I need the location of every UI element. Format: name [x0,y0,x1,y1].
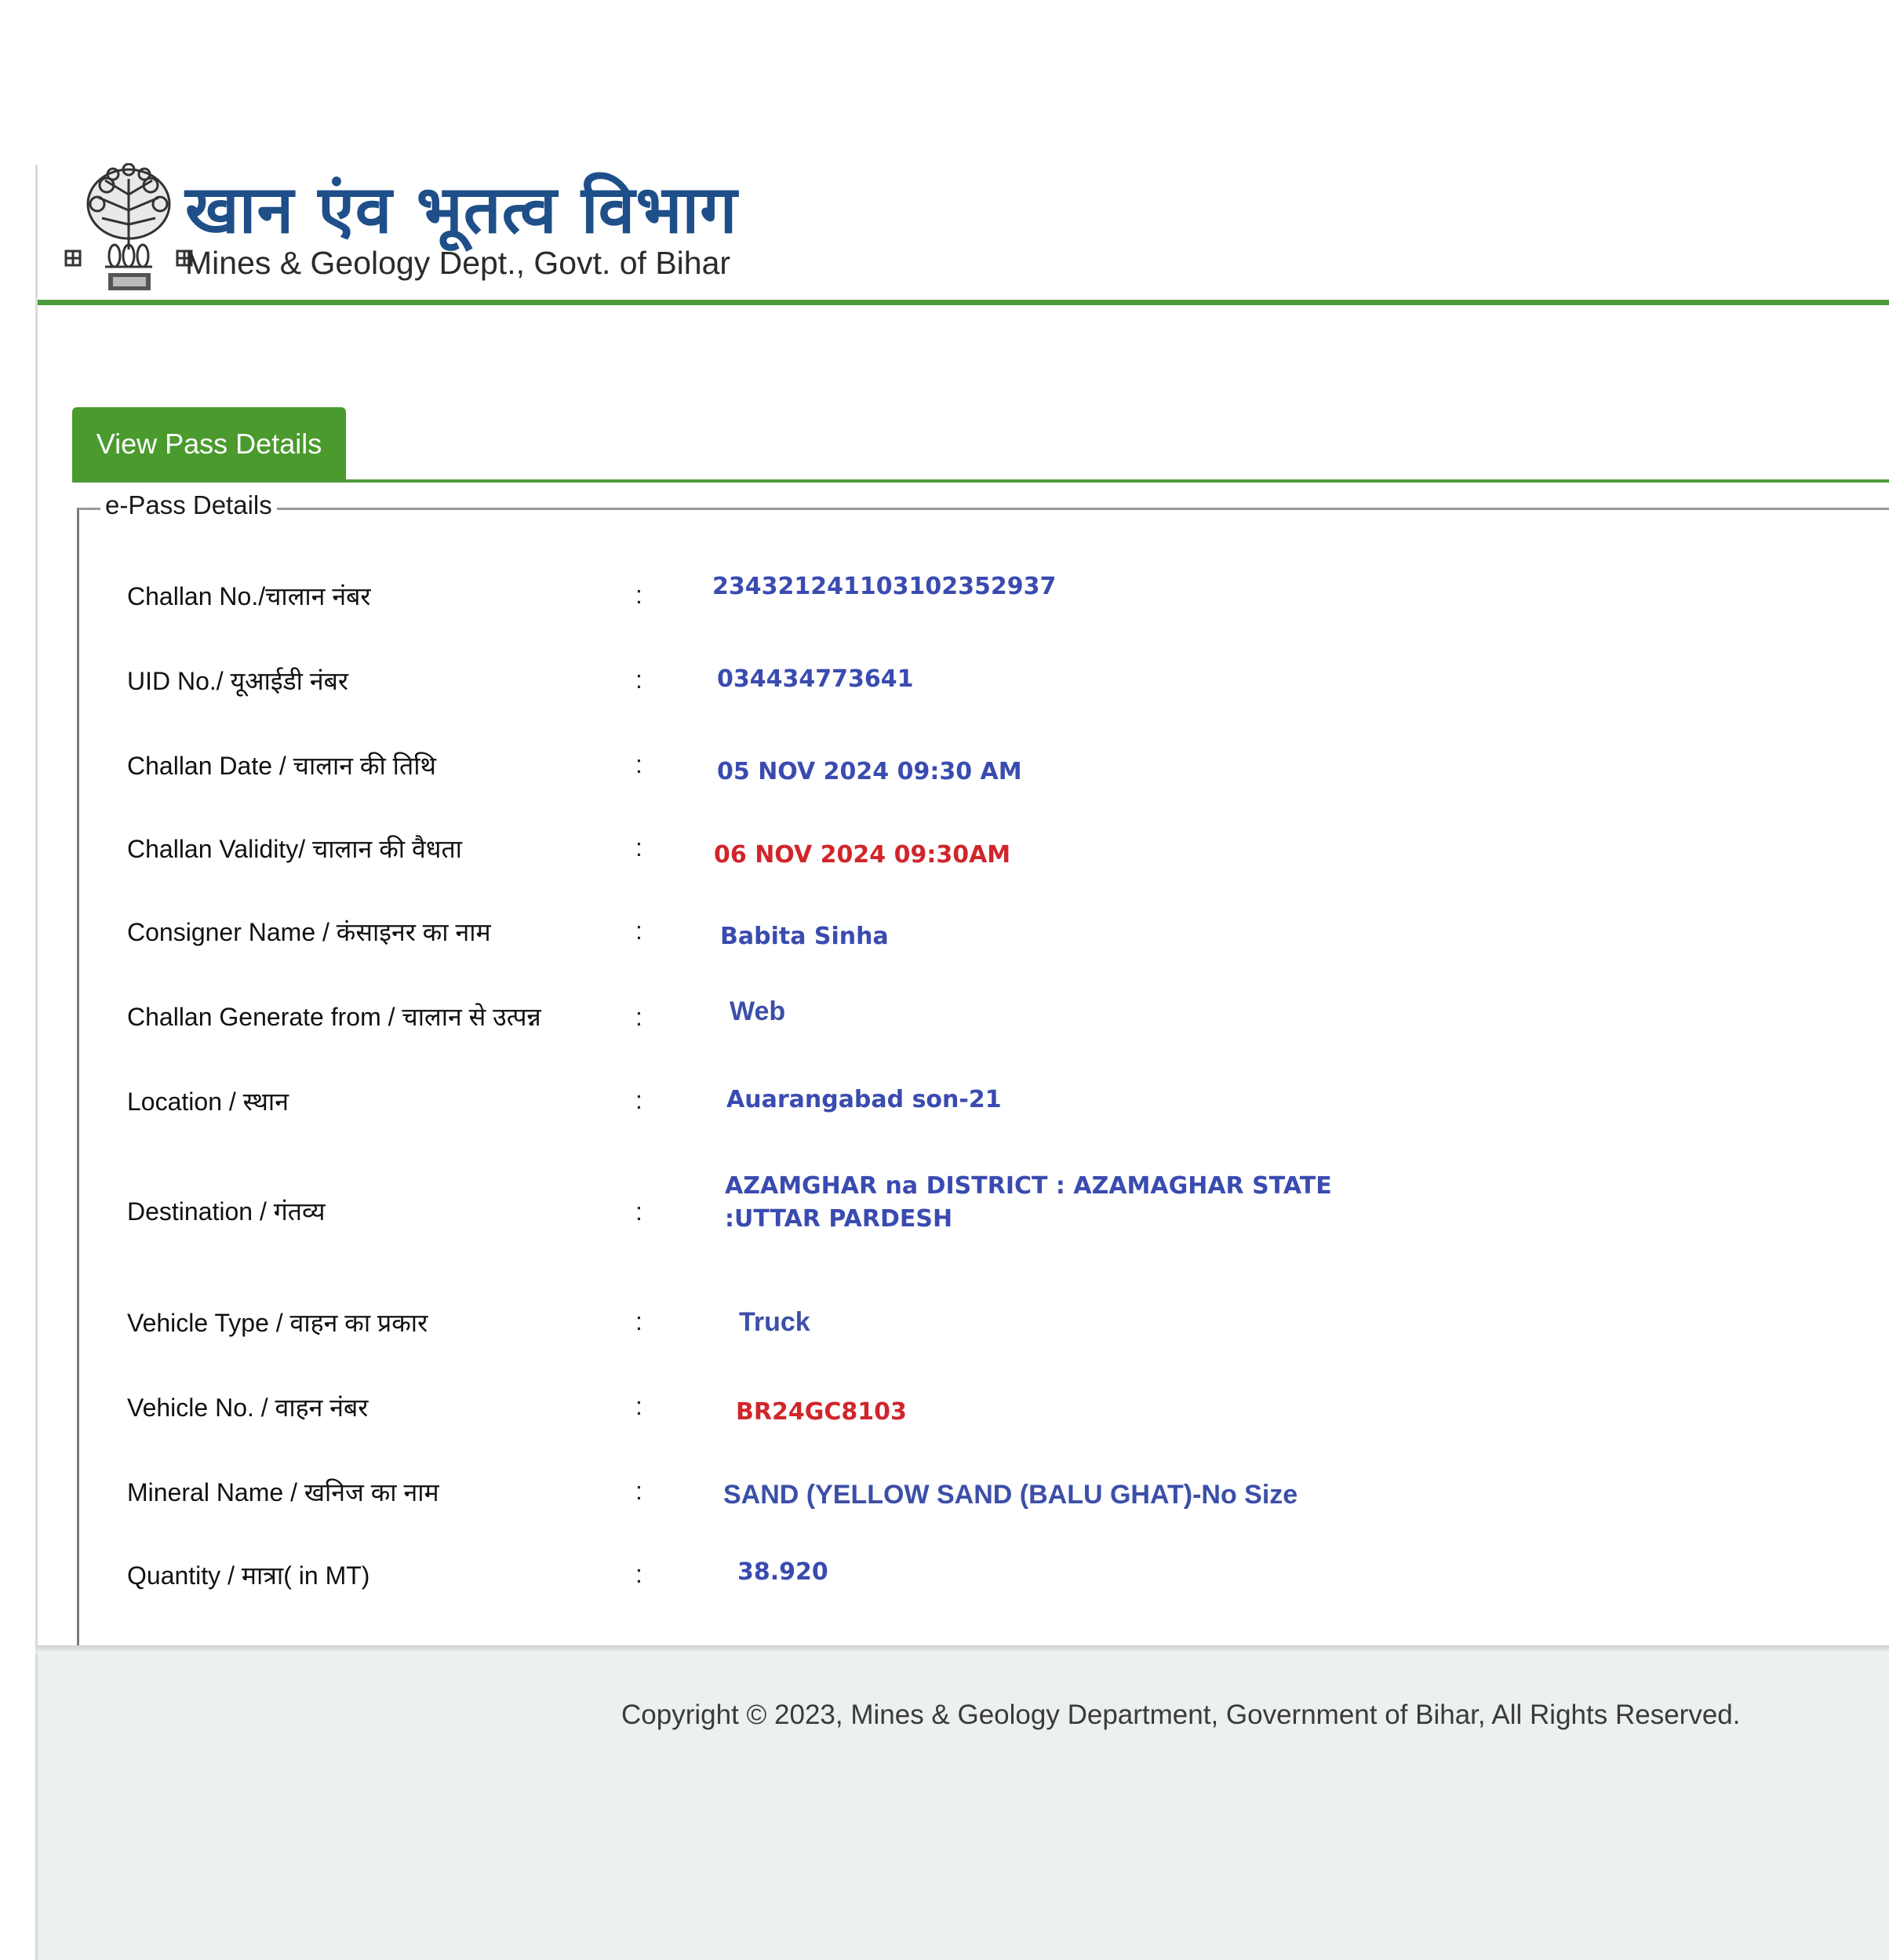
row-separator: : [635,1560,642,1588]
department-hindi-title: खान एंव भूतत्व विभाग [185,171,738,248]
row-separator: : [635,1197,642,1226]
row-separator: : [635,665,642,694]
consigner-name-label: Consigner Name / कंसाइनर का नाम [127,918,491,946]
destination-value-line1: AZAMGHAR na DISTRICT : AZAMAGHAR STATE [725,1172,1332,1200]
mineral-name-label: Mineral Name / खनिज का नाम [127,1478,439,1506]
challan-generate-from-value: Web [730,996,786,1026]
row-separator: : [635,1307,642,1335]
site-footer [38,1651,1889,1960]
destination-label: Destination / गंतव्य [127,1197,326,1226]
challan-date-value: 05 NOV 2024 09:30 AM [717,758,1022,785]
vehicle-type-label: Vehicle Type / वाहन का प्रकार [127,1309,428,1337]
challan-date-label: Challan Date / चालान की तिथि [127,752,436,780]
row-separator: : [635,581,642,609]
tab-underline [72,479,1889,483]
tab-view-pass-details[interactable]: View Pass Details [72,407,346,481]
challan-no-label: Challan No./चालान नंबर [127,582,371,610]
site-header [38,157,1889,304]
challan-generate-from-label: Challan Generate from / चालान से उत्पन्न [127,1003,541,1031]
challan-validity-label: Challan Validity/ चालान की वैधता [127,835,462,863]
destination-value-line2: :UTTAR PARDESH [725,1205,953,1233]
row-separator: : [635,1086,642,1114]
vehicle-no-label: Vehicle No. / वाहन नंबर [127,1393,369,1422]
quantity-label: Quantity / मात्रा( in MT) [127,1561,370,1590]
copyright-text: Copyright © 2023, Mines & Geology Department, Government of Bihar, All Rights Reserved. [621,1700,1741,1730]
uid-no-label: UID No./ यूआईडी नंबर [127,667,348,695]
row-separator: : [635,833,642,862]
quantity-value: 38.920 [737,1558,828,1586]
consigner-name-value: Babita Sinha [720,923,889,950]
row-separator: : [635,1477,642,1505]
row-separator: : [635,916,642,945]
row-separator: : [635,1003,642,1031]
location-label: Location / स्थान [127,1087,289,1116]
challan-no-value: 234321241103102352937 [712,573,1057,600]
uid-no-value: 034434773641 [717,665,914,693]
challan-validity-value: 06 NOV 2024 09:30AM [714,841,1011,869]
vehicle-no-value: BR24GC8103 [736,1398,907,1426]
bihar-emblem-icon [58,163,199,295]
vehicle-type-value: Truck [739,1307,810,1337]
location-value: Auarangabad son-21 [726,1086,1002,1113]
mineral-name-value: SAND (YELLOW SAND (BALU GHAT)-No Size [723,1480,1298,1510]
department-english-title: Mines & Geology Dept., Govt. of Bihar [185,245,731,281]
header-divider [38,300,1889,305]
row-separator: : [635,1392,642,1420]
row-separator: : [635,750,642,778]
fieldset-legend: e-Pass Details [100,490,277,520]
